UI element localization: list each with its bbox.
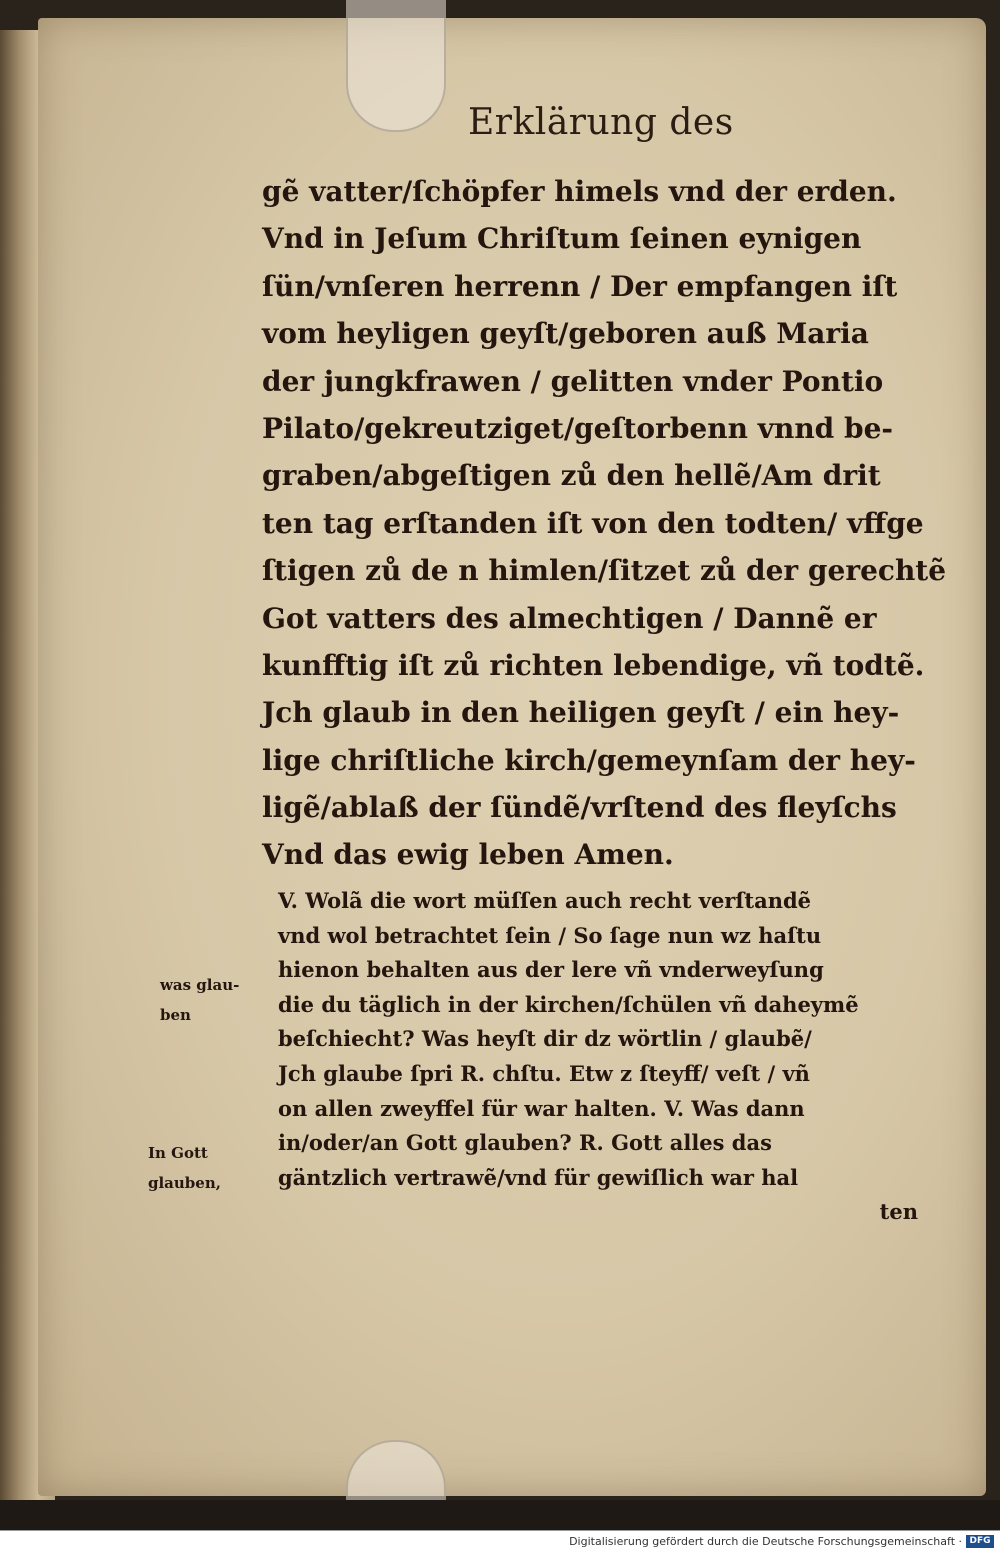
text-line: Vnd das ewig leben Amen. (262, 838, 674, 872)
page-bottom-shadow (0, 1500, 1000, 1530)
commentary-line: on allen zweyffel für war halten. V. Was dann (278, 1095, 805, 1121)
marginal-note-line: ben (160, 1006, 191, 1024)
commentary-text-block (278, 884, 948, 1230)
text-line: Got vatters des almechtigen / Dannẽ er (262, 601, 877, 635)
text-line: lige chriſtliche kirch/gemeynſam der hey- (262, 743, 916, 777)
footer-bar (0, 1530, 1000, 1553)
commentary-line: hienon behalten aus der lere vñ vnderweyſung (278, 957, 824, 983)
text-line: der jungkfrawen / gelitten vnder Pontio (262, 364, 884, 398)
page-clip-top (346, 0, 446, 132)
text-line: ligẽ/ablaß der ſündẽ/vrſtend des fleyſchs (262, 791, 897, 825)
creed-text-block (262, 168, 947, 879)
commentary-line: die du täglich in der kirchen/ſchülen vñ daheymẽ (278, 991, 859, 1017)
text-line: ten tag erſtanden iſt von den todten/ vffge (262, 506, 924, 540)
dfg-logo: DFG (966, 1535, 994, 1548)
text-line: vom heyligen geyſt/geboren auß Maria (262, 317, 869, 351)
text-line: Pilato/gekreutziget/geſtorbenn vnnd be- (262, 411, 894, 445)
text-line: kunfftig iſt zů richten lebendige, vñ todtẽ. (262, 648, 925, 682)
marginal-note-line: In Gott (148, 1144, 208, 1162)
commentary-line: in/oder/an Gott glauben? R. Gott alles das (278, 1130, 772, 1156)
footer-credit: Digitalisierung gefördert durch die Deutsche Forschungsgemeinschaft · (569, 1535, 962, 1548)
marginal-note-line: glauben, (148, 1174, 221, 1192)
catchword: ten (879, 1199, 918, 1225)
marginal-note-line: was glau- (160, 976, 240, 994)
marginal-note (148, 1138, 221, 1198)
commentary-line: Jch glaube ſpri R. chſtu. Etw z ſteyff/ veſt / vñ (278, 1060, 810, 1086)
text-line: Jch glaub in den heiligen geyſt / ein hey- (262, 696, 900, 730)
text-line: ſün/vnſeren herrenn / Der empfangen iſt (262, 269, 898, 303)
commentary-line: V. Wolã die wort müſſen auch recht verſtandẽ (278, 888, 812, 913)
commentary-line: gäntzlich vertrawẽ/vnd für gewiſlich war hal (278, 1164, 799, 1190)
commentary-line: beſchiecht? Was heyſt dir dz wörtlin / glaubẽ/ (278, 1026, 812, 1052)
text-line: ſtigen zů de n himlen/ſitzet zů der gerechtẽ (262, 554, 947, 588)
commentary-line: vnd wol betrachtet ſein / So ſage nun wz haſtu (278, 922, 822, 948)
marginal-note (160, 970, 239, 1030)
text-line: graben/abgeſtigen zů den hellẽ/Am drit (262, 459, 881, 493)
running-head: Erklärung des (468, 102, 734, 143)
text-line: gẽ vatter/ſchöpfer himels vnd der erden. (262, 175, 897, 208)
text-line: Vnd in Jeſum Chriſtum ſeinen eynigen (262, 222, 862, 256)
